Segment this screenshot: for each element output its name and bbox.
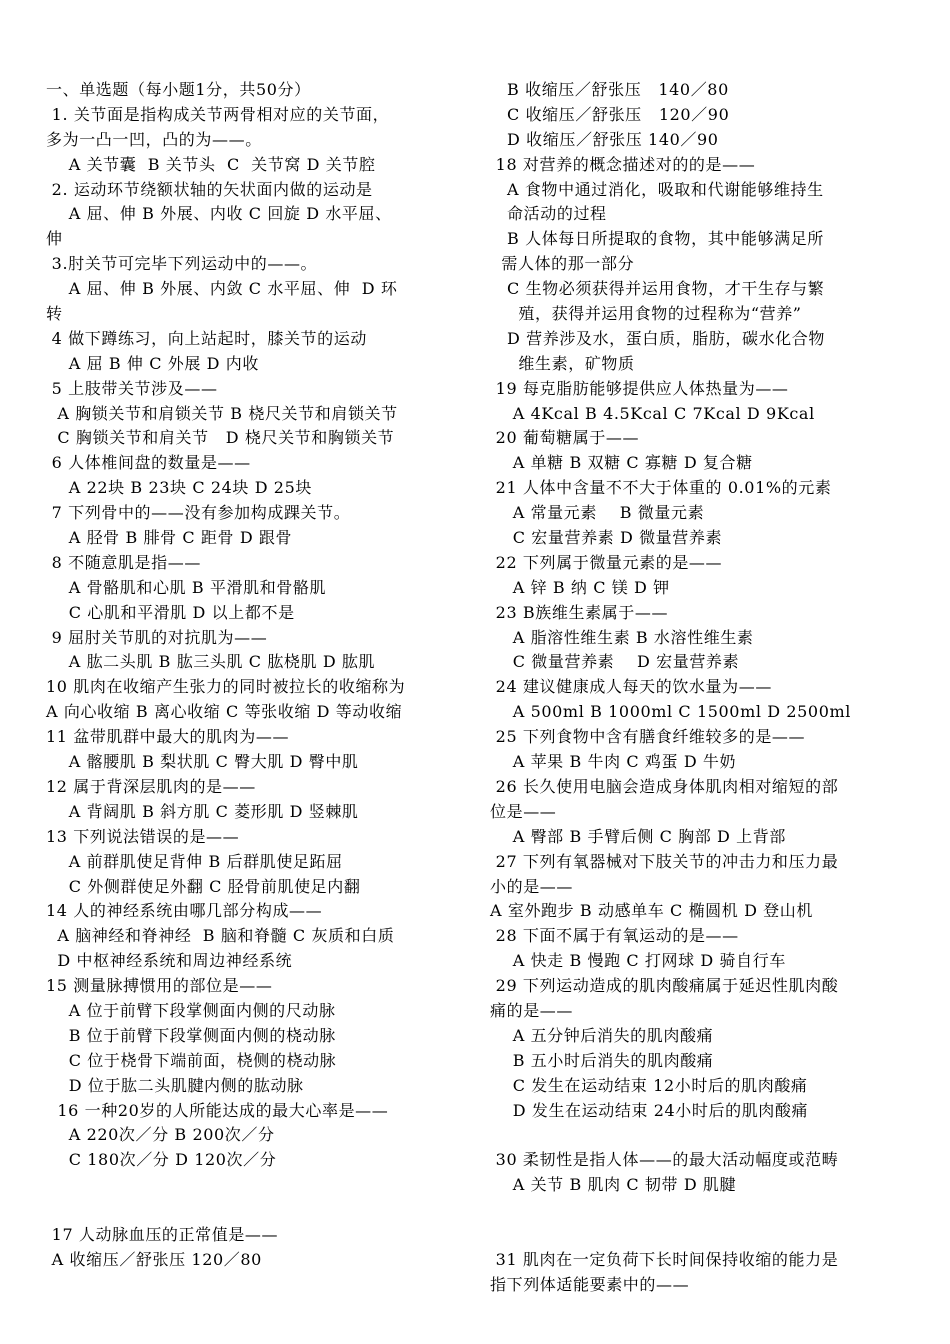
text-line: A 食物中通过消化，吸取和代谢能够维持生 [490,179,824,199]
text-line: 18 对营养的概念描述对的的是—— [490,154,756,174]
text-line: C 心肌和平滑肌 D 以上都不是 [46,602,295,622]
text-line: A 常量元素 B 微量元素 [490,503,705,523]
text-line: C 位于桡骨下端前面，桡侧的桡动脉 [46,1050,337,1070]
text-line: B 收缩压／舒张压 140／80 [490,80,729,99]
text-line: A 臀部 B 手臂后侧 C 胸部 D 上背部 [490,826,786,846]
text-line: A 胸锁关节和肩锁关节 B 桡尺关节和肩锁关节 [46,403,398,423]
text-line: 31 肌肉在一定负荷下长时间保持收缩的能力是 [490,1249,839,1269]
text-line: A 苹果 B 牛肉 C 鸡蛋 D 牛奶 [490,752,737,772]
text-line: 5 上肢带关节涉及—— [46,378,218,398]
text-line: A 位于前臂下段掌侧面内侧的尺动脉 [46,1000,336,1020]
text-line: 殖，获得并运用食物的过程称为“营养” [490,304,802,324]
text-line: A 220次／分 B 200次／分 [46,1125,275,1145]
text-line: D 发生在运动结束 24小时后的肌肉酸痛 [490,1100,809,1120]
text-line: 伸 [46,229,63,249]
text-line: A 背阔肌 B 斜方肌 C 菱形肌 D 竖棘肌 [46,801,359,821]
text-line: 16 一种20岁的人所能达成的最大心率是—— [46,1100,389,1120]
text-line: 10 肌肉在收缩产生张力的同时被拉长的收缩称为 [46,677,406,697]
text-line: D 营养涉及水，蛋白质，脂肪，碳水化合物 [490,328,825,348]
text-line: D 位于肱二头肌腱内侧的肱动脉 [46,1075,304,1095]
text-line: A 4Kcal B 4.5Kcal C 7Kcal D 9Kcal [490,403,815,423]
text-line: A 关节囊 B 关节头 C 关节窝 D 关节腔 [46,154,376,174]
text-line: 19 每克脂肪能够提供应人体热量为—— [490,378,789,398]
text-line: 29 下列运动造成的肌肉酸痛属于延迟性肌肉酸 [490,976,839,996]
text-line: A 关节 B 肌肉 C 韧带 D 肌腱 [490,1175,737,1195]
text-line: A 锌 B 纳 C 镁 D 钾 [490,577,670,597]
text-line: 13 下列说法错误的是—— [46,826,240,846]
text-line: 17 人动脉血压的正常值是—— [46,1224,279,1244]
text-line: 23 B族维生素属于—— [490,602,669,622]
text-line: 7 下列骨中的——没有参加构成踝关节。 [46,503,351,523]
text-line: 2. 运动环节绕额状轴的矢状面内做的运动是 [46,179,373,199]
text-line: C 宏量营养素 D 微量营养素 [490,528,723,548]
text-line: 30 柔韧性是指人体——的最大活动幅度或范畴 [490,1150,839,1170]
text-line: A 脂溶性维生素 B 水溶性维生素 [490,627,754,647]
text-line: 27 下列有氧器械对下肢关节的冲击力和压力最 [490,851,839,871]
text-line: A 500ml B 1000ml C 1500ml D 2500ml [490,702,851,722]
text-line [490,1198,910,1223]
text-line: 维生素，矿物质 [490,353,635,373]
text-line: A 室外跑步 B 动感单车 C 椭圆机 D 登山机 [490,901,813,921]
text-line: C 胸锁关节和肩关节 D 桡尺关节和胸锁关节 [46,428,395,448]
text-line: A 五分钟后消失的肌肉酸痛 [490,1025,714,1045]
text-line: A 胫骨 B 腓骨 C 距骨 D 跟骨 [46,528,293,548]
text-line: A 收缩压／舒张压 120／80 [46,1249,262,1269]
text-line: 痛的是—— [490,1000,574,1020]
text-line: C 收缩压／舒张压 120／90 [490,104,730,124]
text-line: A 前群肌使足背伸 B 后群肌使足跖屈 [46,851,343,871]
text-line: 命活动的过程 [490,204,607,224]
text-line: D 收缩压／舒张压 140／90 [490,129,719,149]
text-line: A 单糖 B 双糖 C 寡糖 D 复合糖 [490,453,753,473]
text-line: 9 屈肘关节肌的对抗肌为—— [46,627,268,647]
text-line: C 发生在运动结束 12小时后的肌肉酸痛 [490,1075,808,1095]
text-line: 小的是—— [490,876,574,896]
left-column [46,78,476,1273]
text-line: A 脑神经和脊神经 B 脑和脊髓 C 灰质和白质 [46,926,395,946]
text-line: C 微量营养素 D 宏量营养素 [490,652,740,672]
text-line: 12 属于背深层肌肉的是—— [46,776,256,796]
text-line: 4 做下蹲练习，向上站起时，膝关节的运动 [46,328,367,348]
text-line: A 髂腰肌 B 梨状肌 C 臀大肌 D 臀中肌 [46,752,359,772]
text-line: A 肱二头肌 B 肱三头肌 C 肱桡肌 D 肱肌 [46,652,376,672]
text-line: 需人体的那一部分 [490,254,635,274]
text-line: A 骨骼肌和心肌 B 平滑肌和骨骼肌 [46,577,327,597]
text-line: 25 下列食物中含有膳食纤维较多的是—— [490,727,806,747]
text-line [490,1123,910,1148]
text-line: 21 人体中含量不不大于体重的 0.01%的元素 [490,478,832,498]
text-line: A 屈、伸 B 外展、内敛 C 水平屈、伸 D 环 [46,279,398,299]
text-line [490,1223,910,1248]
text-line: 28 下面不属于有氧运动的是—— [490,926,739,946]
text-line: C 外侧群使足外翻 C 胫骨前肌使足内翻 [46,876,361,896]
text-line: A 屈、伸 B 外展、内收 C 回旋 D 水平屈、 [46,204,392,224]
text-line: 一、单选题（每小题1分，共50分） [46,80,311,99]
text-line: 转 [46,304,63,324]
text-line: 3.肘关节可完毕下列运动中的——。 [46,254,318,274]
text-line: 15 测量脉搏惯用的部位是—— [46,976,273,996]
right-column [490,78,910,1298]
text-line: 14 人的神经系统由哪几部分构成—— [46,901,323,921]
text-line [46,1198,476,1223]
text-line: 1. 关节面是指构成关节两骨相对应的关节面， [46,104,390,124]
text-line: B 五小时后消失的肌肉酸痛 [490,1050,714,1070]
text-line: C 生物必须获得并运用食物，才干生存与繁 [490,279,825,299]
text-line: 22 下列属于微量元素的是—— [490,552,723,572]
text-line: D 中枢神经系统和周边神经系统 [46,951,293,971]
text-line: 8 不随意肌是指—— [46,552,201,572]
text-line: B 人体每日所提取的食物，其中能够满足所 [490,229,824,249]
text-line: 多为一凸一凹，凸的为——。 [46,129,262,149]
text-line: 11 盆带肌群中最大的肌肉为—— [46,727,290,747]
text-line [46,1173,476,1198]
text-line: 26 长久使用电脑会造成身体肌肉相对缩短的部 [490,776,839,796]
text-line: A 屈 B 伸 C 外展 D 内收 [46,353,259,373]
text-line: 6 人体椎间盘的数量是—— [46,453,251,473]
text-line: C 180次／分 D 120次／分 [46,1150,277,1170]
text-line: A 快走 B 慢跑 C 打网球 D 骑自行车 [490,951,786,971]
text-line: A 向心收缩 B 离心收缩 C 等张收缩 D 等动收缩 [46,702,403,722]
text-line: A 22块 B 23块 C 24块 D 25块 [46,478,312,498]
text-line: 位是—— [490,801,557,821]
text-line: 24 建议健康成人每天的饮水量为—— [490,677,772,697]
text-line: 指下列体适能要素中的—— [490,1274,690,1294]
text-line: B 位于前臂下段掌侧面内侧的桡动脉 [46,1025,336,1045]
text-line: 20 葡萄糖属于—— [490,428,640,448]
